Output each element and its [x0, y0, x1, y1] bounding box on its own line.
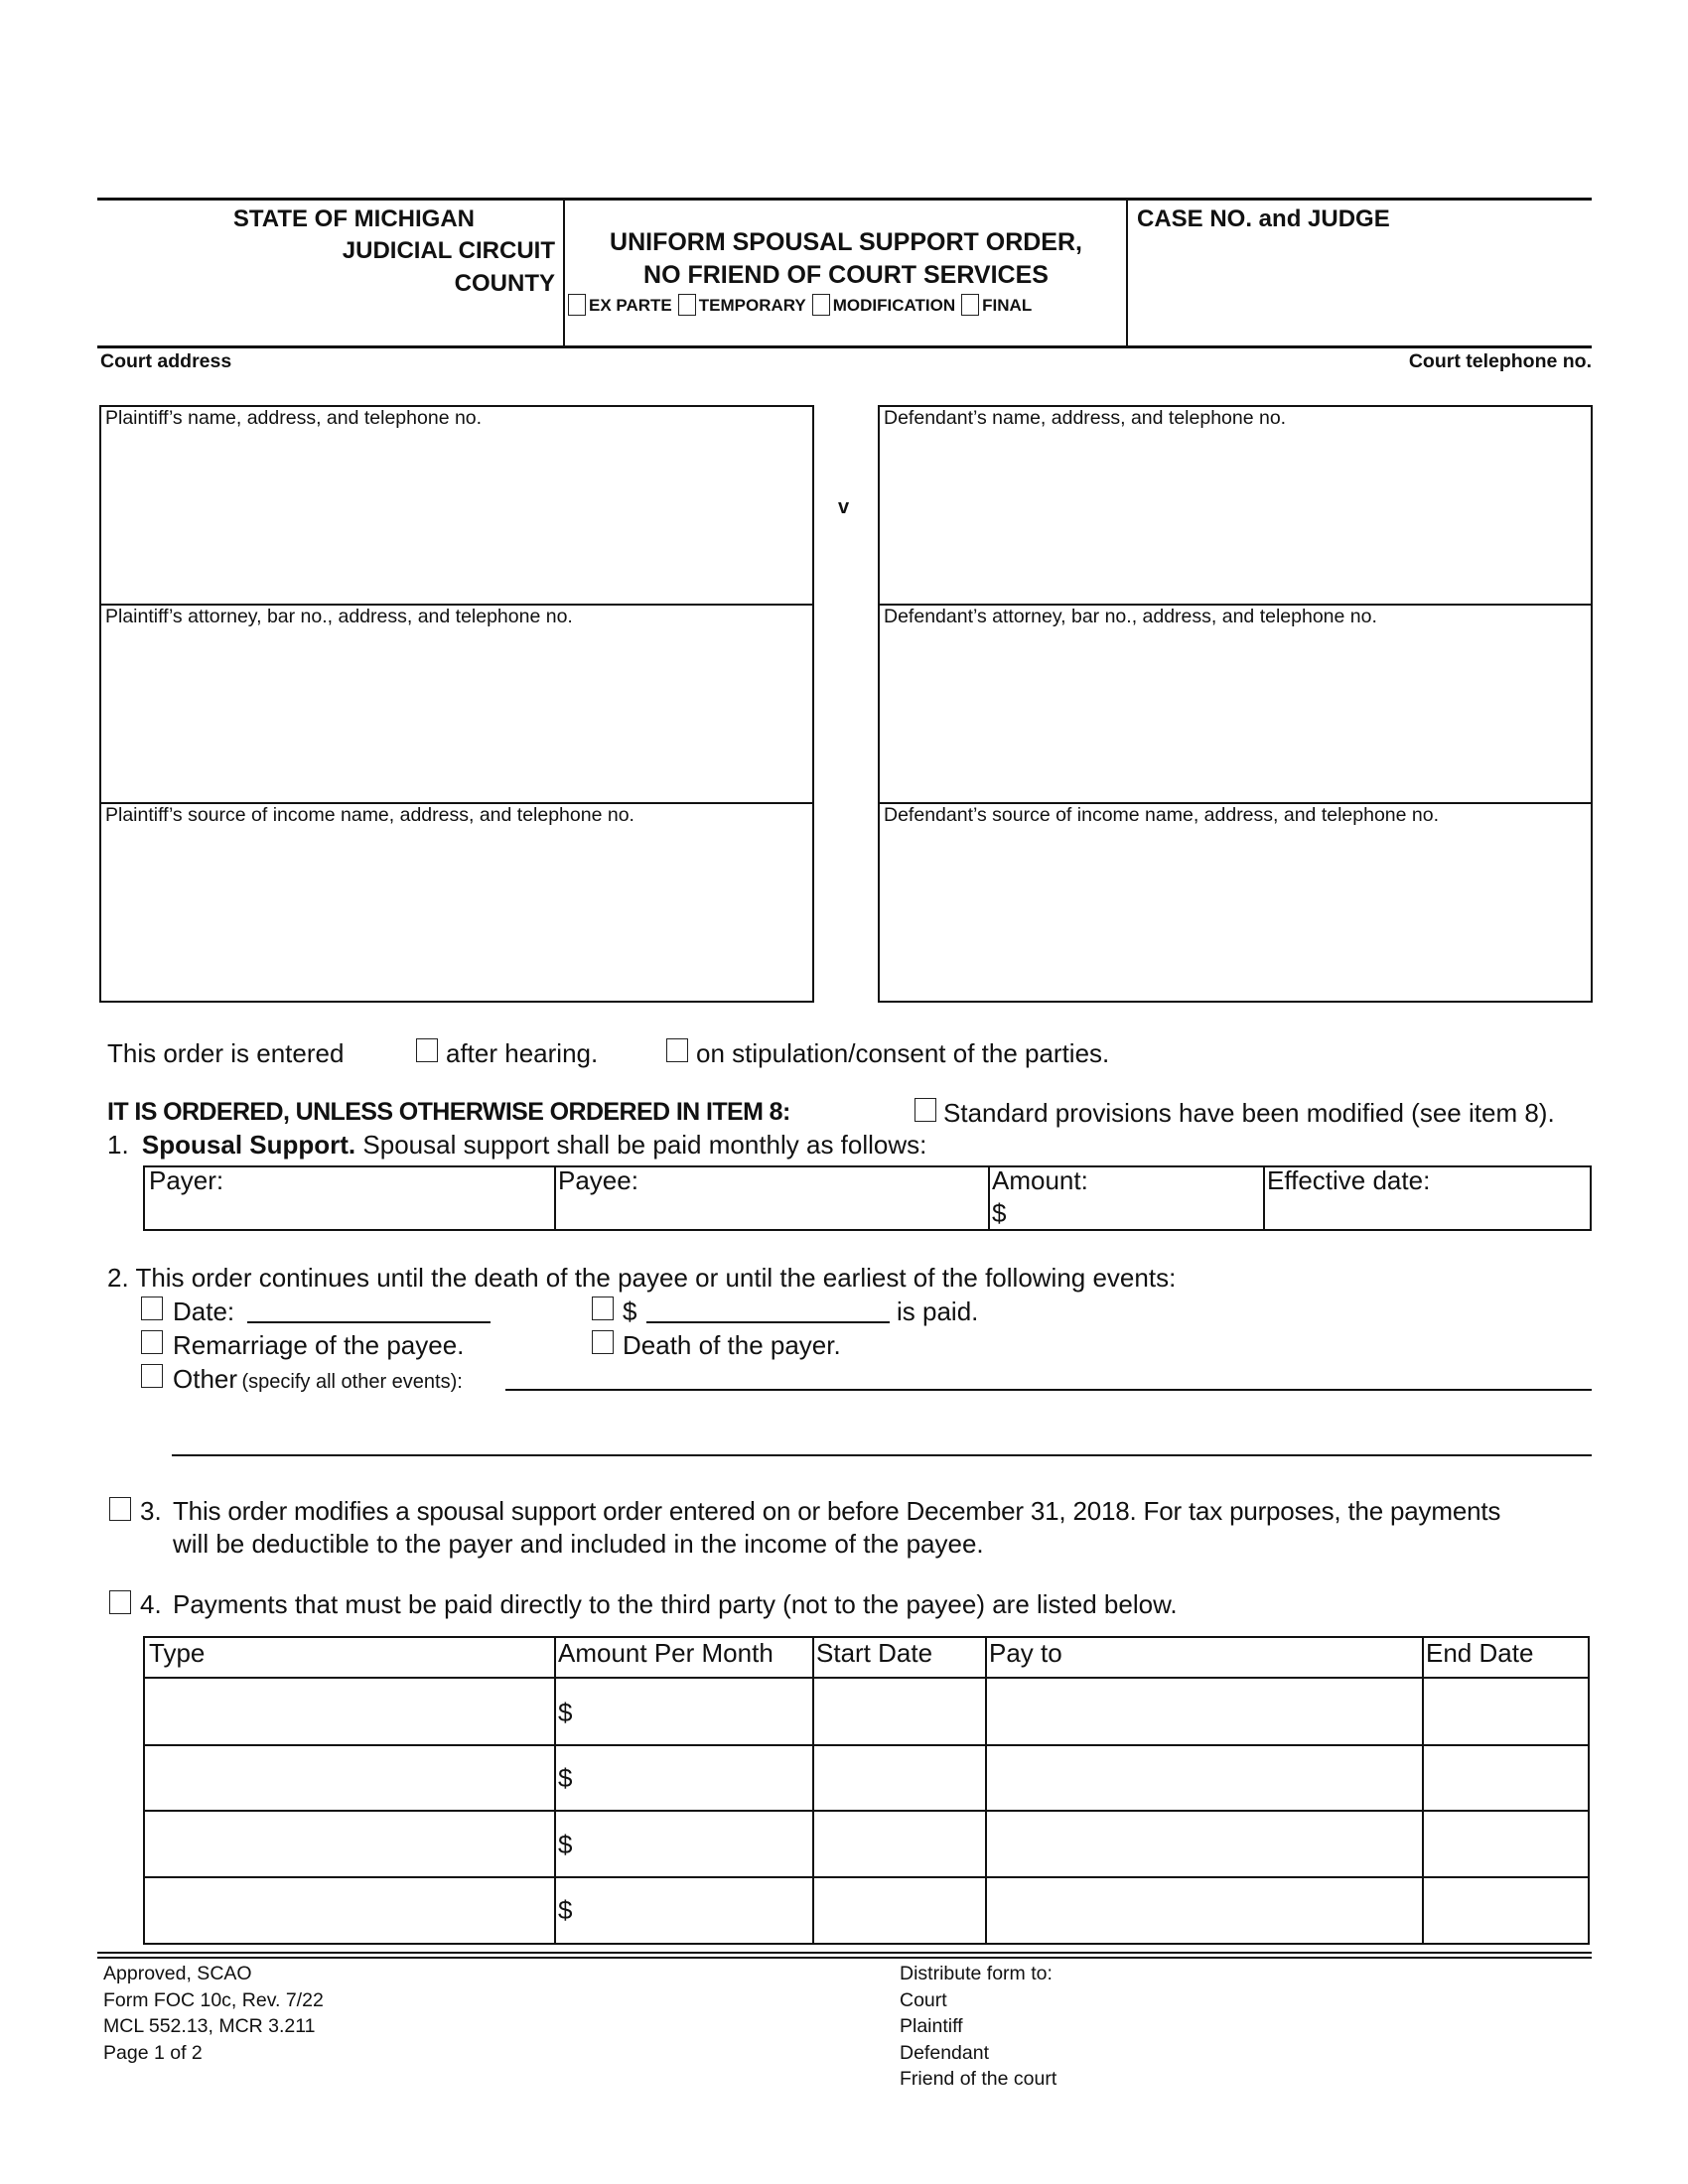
- page-number: Page 1 of 2: [103, 2041, 203, 2064]
- modified-checkbox[interactable]: [914, 1098, 936, 1122]
- statute-ref: MCL 552.13, MCR 3.211: [103, 2015, 316, 2037]
- remarriage-label: Remarriage of the payee.: [173, 1330, 465, 1360]
- footer-left: [103, 1961, 324, 2066]
- effective-date-field[interactable]: Effective date:: [1267, 1165, 1431, 1195]
- item1-num: 1.: [107, 1130, 129, 1160]
- amount-paid-checkbox[interactable]: [592, 1297, 614, 1320]
- other-label: Other: [173, 1364, 238, 1394]
- item4-num: 4.: [140, 1589, 162, 1619]
- distribute-foc: Friend of the court: [900, 2068, 1057, 2090]
- third-party-table: [143, 1636, 1590, 1945]
- row-amount[interactable]: $: [558, 1763, 573, 1793]
- after-hearing-checkbox[interactable]: [416, 1038, 438, 1062]
- date-checkbox[interactable]: [141, 1297, 163, 1320]
- header-amount: Amount Per Month: [558, 1638, 774, 1668]
- ordered-heading: IT IS ORDERED, UNLESS OTHERWISE ORDERED IN ITEM 8:: [107, 1098, 790, 1126]
- other-line[interactable]: [505, 1389, 1592, 1391]
- ex-parte-checkbox[interactable]: [568, 294, 586, 316]
- item4-checkbox[interactable]: [109, 1590, 131, 1614]
- item1-text: [107, 1130, 926, 1160]
- col-divider: [985, 1637, 987, 1944]
- case-no-label: CASE NO. and JUDGE: [1137, 205, 1390, 232]
- final-label: FINAL: [982, 296, 1033, 315]
- item3-line1: This order modifies a spousal support order entered on or before December 31, 2018. For tax purposes, the payments: [173, 1496, 1501, 1526]
- circuit-label: JUDICIAL CIRCUIT: [342, 237, 555, 264]
- header-end-date: End Date: [1426, 1638, 1534, 1668]
- amount-dollar: $: [992, 1198, 1007, 1228]
- footer-distribution: [900, 1961, 1056, 2093]
- order-type-row: [568, 294, 1032, 316]
- stipulation-checkbox[interactable]: [666, 1038, 688, 1062]
- header-start-date: Start Date: [816, 1638, 933, 1668]
- header-pay-to: Pay to: [989, 1638, 1062, 1668]
- item3-num: 3.: [140, 1496, 162, 1526]
- item2-text: 2. This order continues until the death of the payee or until the earliest of the following events:: [107, 1263, 1177, 1293]
- amount-field[interactable]: Amount:: [992, 1165, 1088, 1195]
- distribute-plaintiff: Plaintiff: [900, 2015, 963, 2037]
- death-payer-checkbox[interactable]: [592, 1330, 614, 1354]
- payee-field[interactable]: Payee:: [558, 1165, 638, 1195]
- row-divider: [144, 1677, 1589, 1679]
- other-label-group: [173, 1364, 463, 1395]
- defendant-income-field[interactable]: Defendant’s source of income name, address, and telephone no.: [884, 804, 1440, 826]
- modification-label: MODIFICATION: [832, 296, 956, 315]
- distribute-court: Court: [900, 1988, 947, 2011]
- stipulation-label: on stipulation/consent of the parties.: [696, 1038, 1110, 1068]
- header-bottom-rule: [97, 345, 1592, 348]
- form-subtitle: NO FRIEND OF COURT SERVICES: [643, 261, 1049, 289]
- other-line-2[interactable]: [172, 1454, 1592, 1456]
- modification-checkbox[interactable]: [812, 294, 830, 316]
- modified-label: Standard provisions have been modified (see item 8).: [943, 1098, 1555, 1128]
- form-number: Form FOC 10c, Rev. 7/22: [103, 1988, 324, 2011]
- row-amount[interactable]: $: [558, 1830, 573, 1859]
- temporary-checkbox[interactable]: [678, 294, 696, 316]
- footer-rule: [97, 1957, 1592, 1959]
- defendant-attorney-field[interactable]: Defendant’s attorney, bar no., address, and telephone no.: [884, 606, 1377, 627]
- row-divider: [144, 1810, 1589, 1812]
- death-payer-label: Death of the payer.: [623, 1330, 841, 1360]
- row-divider: [144, 1744, 1589, 1746]
- temporary-label: TEMPORARY: [698, 296, 806, 315]
- other-note: (specify all other events):: [241, 1371, 463, 1393]
- amount-paid-dollar: $: [623, 1297, 637, 1326]
- is-paid-label: is paid.: [897, 1297, 979, 1326]
- header-top-rule: [97, 198, 1592, 201]
- ex-parte-label: EX PARTE: [589, 296, 672, 315]
- col-divider: [1422, 1637, 1424, 1944]
- versus-label: v: [838, 496, 850, 518]
- county-label: COUNTY: [454, 270, 555, 297]
- after-hearing-label: after hearing.: [446, 1038, 599, 1068]
- form-title: UNIFORM SPOUSAL SUPPORT ORDER,: [610, 228, 1082, 256]
- col-divider: [812, 1637, 814, 1944]
- row-amount[interactable]: $: [558, 1895, 573, 1925]
- defendant-name-field[interactable]: Defendant’s name, address, and telephone no.: [884, 407, 1287, 429]
- court-address-label: Court address: [100, 350, 232, 372]
- item3-line2: will be deductible to the payer and included in the income of the payee.: [173, 1529, 984, 1559]
- distribute-label: Distribute form to:: [900, 1963, 1053, 1984]
- final-checkbox[interactable]: [961, 294, 979, 316]
- row-amount[interactable]: $: [558, 1698, 573, 1727]
- footer-rule: [97, 1952, 1592, 1954]
- remarriage-checkbox[interactable]: [141, 1330, 163, 1354]
- defendant-box: [878, 405, 1593, 1003]
- court-phone-label: Court telephone no.: [1408, 350, 1592, 372]
- plaintiff-attorney-field[interactable]: Plaintiff’s attorney, bar no., address, and telephone no.: [105, 606, 573, 627]
- header-type: Type: [149, 1638, 206, 1668]
- plaintiff-name-field[interactable]: Plaintiff’s name, address, and telephone no.: [105, 407, 483, 429]
- item4-text: Payments that must be paid directly to the third party (not to the payee) are listed below.: [173, 1589, 1178, 1619]
- state-label: STATE OF MICHIGAN: [232, 205, 475, 232]
- item1-heading: Spousal Support.: [141, 1130, 356, 1160]
- item1-desc: Spousal support shall be paid monthly as follows:: [362, 1130, 927, 1160]
- amount-paid-line[interactable]: [646, 1321, 890, 1323]
- date-line[interactable]: [247, 1321, 491, 1323]
- payer-field[interactable]: Payer:: [149, 1165, 224, 1195]
- plaintiff-box: [99, 405, 814, 1003]
- row-divider: [144, 1876, 1589, 1878]
- entered-label: This order is entered: [107, 1038, 345, 1068]
- item3-checkbox[interactable]: [109, 1497, 131, 1521]
- other-checkbox[interactable]: [141, 1364, 163, 1388]
- date-label: Date:: [173, 1297, 235, 1326]
- distribute-defendant: Defendant: [900, 2041, 989, 2064]
- plaintiff-income-field[interactable]: Plaintiff’s source of income name, address, and telephone no.: [105, 804, 634, 826]
- approved-text: Approved, SCAO: [103, 1963, 252, 1984]
